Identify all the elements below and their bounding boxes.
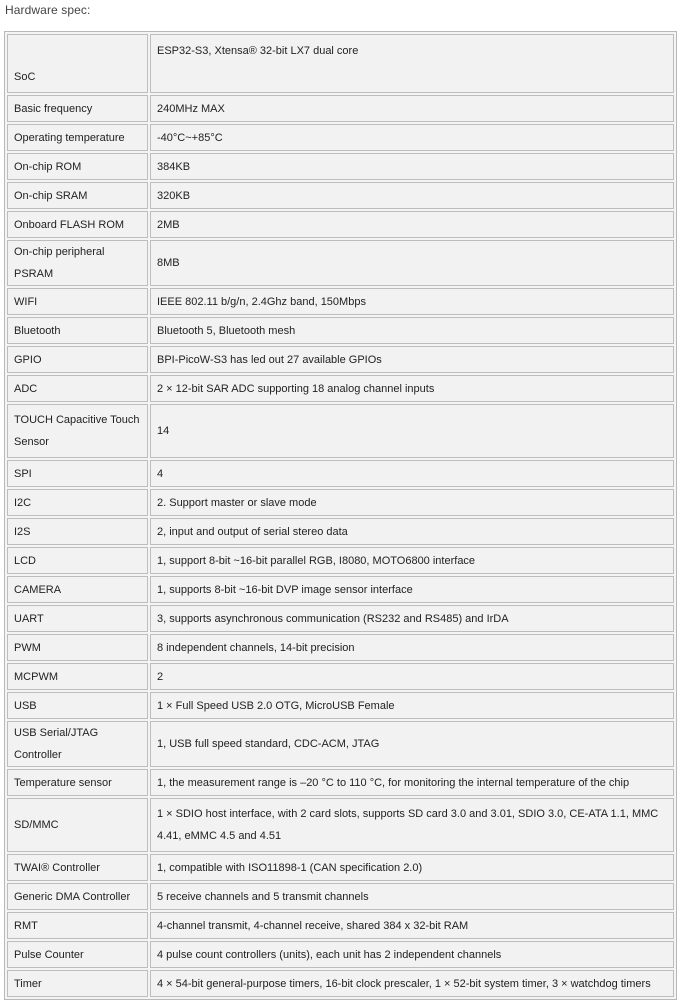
spec-value: 1 × SDIO host interface, with 2 card slots, supports SD card 3.0 and 3.01, SDIO 3.0, CE-ATA 1.1, MMC 4.41, eMMC 4.5 and 4.51 bbox=[150, 798, 674, 852]
spec-row bbox=[7, 518, 674, 545]
spec-row bbox=[7, 634, 674, 661]
spec-label: UART bbox=[7, 605, 148, 632]
spec-row bbox=[7, 211, 674, 238]
spec-row bbox=[7, 854, 674, 881]
spec-value: 384KB bbox=[150, 153, 674, 180]
spec-row bbox=[7, 941, 674, 968]
spec-row bbox=[7, 663, 674, 690]
spec-label: ADC bbox=[7, 375, 148, 402]
spec-value: 4 bbox=[150, 460, 674, 487]
spec-value: 1, compatible with ISO11898-1 (CAN specification 2.0) bbox=[150, 854, 674, 881]
spec-label: Onboard FLASH ROM bbox=[7, 211, 148, 238]
spec-label: Operating temperature bbox=[7, 124, 148, 151]
spec-label: Generic DMA Controller bbox=[7, 883, 148, 910]
spec-value: Bluetooth 5, Bluetooth mesh bbox=[150, 317, 674, 344]
spec-value: 5 receive channels and 5 transmit channels bbox=[150, 883, 674, 910]
spec-label: RMT bbox=[7, 912, 148, 939]
spec-row bbox=[7, 883, 674, 910]
spec-value: 2 × 12-bit SAR ADC supporting 18 analog channel inputs bbox=[150, 375, 674, 402]
spec-value: 2MB bbox=[150, 211, 674, 238]
spec-row bbox=[7, 240, 674, 286]
spec-row bbox=[7, 489, 674, 516]
spec-value: 4-channel transmit, 4-channel receive, shared 384 x 32-bit RAM bbox=[150, 912, 674, 939]
spec-value: 4 × 54-bit general-purpose timers, 16-bit clock prescaler, 1 × 52-bit system timer, 3 × watchdog timers bbox=[150, 970, 674, 997]
spec-label: Basic frequency bbox=[7, 95, 148, 122]
spec-label: I2S bbox=[7, 518, 148, 545]
spec-label: SD/MMC bbox=[7, 798, 148, 852]
spec-value: 2 bbox=[150, 663, 674, 690]
spec-label: Pulse Counter bbox=[7, 941, 148, 968]
spec-label: TWAI® Controller bbox=[7, 854, 148, 881]
hardware-spec-table bbox=[4, 31, 677, 1000]
spec-label: SoC bbox=[7, 34, 148, 93]
spec-row bbox=[7, 404, 674, 458]
spec-row bbox=[7, 317, 674, 344]
spec-row bbox=[7, 288, 674, 315]
spec-value: 1 × Full Speed USB 2.0 OTG, MicroUSB Female bbox=[150, 692, 674, 719]
spec-row bbox=[7, 692, 674, 719]
spec-row bbox=[7, 460, 674, 487]
spec-label: I2C bbox=[7, 489, 148, 516]
spec-value: 1, support 8-bit ~16-bit parallel RGB, I8080, MOTO6800 interface bbox=[150, 547, 674, 574]
spec-row bbox=[7, 576, 674, 603]
spec-row bbox=[7, 605, 674, 632]
spec-label: PWM bbox=[7, 634, 148, 661]
spec-label: LCD bbox=[7, 547, 148, 574]
spec-value: 1, the measurement range is –20 °C to 110 °C, for monitoring the internal temperature of the chip bbox=[150, 769, 674, 796]
spec-value: 14 bbox=[150, 404, 674, 458]
spec-value: BPI-PicoW-S3 has led out 27 available GPIOs bbox=[150, 346, 674, 373]
spec-value: 1, supports 8-bit ~16-bit DVP image sensor interface bbox=[150, 576, 674, 603]
spec-label: WIFI bbox=[7, 288, 148, 315]
spec-value: 1, USB full speed standard, CDC-ACM, JTAG bbox=[150, 721, 674, 767]
spec-row bbox=[7, 547, 674, 574]
spec-row-soc bbox=[7, 34, 674, 93]
spec-row bbox=[7, 798, 674, 852]
spec-value: 8MB bbox=[150, 240, 674, 286]
spec-value: -40°C~+85°C bbox=[150, 124, 674, 151]
spec-value: 320KB bbox=[150, 182, 674, 209]
spec-value: 2. Support master or slave mode bbox=[150, 489, 674, 516]
spec-label: USB bbox=[7, 692, 148, 719]
spec-row bbox=[7, 970, 674, 997]
spec-label: Timer bbox=[7, 970, 148, 997]
spec-row bbox=[7, 721, 674, 767]
spec-table-body bbox=[7, 34, 674, 997]
spec-value: 8 independent channels, 14-bit precision bbox=[150, 634, 674, 661]
spec-value: IEEE 802.11 b/g/n, 2.4Ghz band, 150Mbps bbox=[150, 288, 674, 315]
spec-label: CAMERA bbox=[7, 576, 148, 603]
spec-value: 240MHz MAX bbox=[150, 95, 674, 122]
spec-label: GPIO bbox=[7, 346, 148, 373]
spec-value: 3, supports asynchronous communication (RS232 and RS485) and IrDA bbox=[150, 605, 674, 632]
spec-row bbox=[7, 182, 674, 209]
spec-label: On-chip SRAM bbox=[7, 182, 148, 209]
spec-label: On-chip peripheral PSRAM bbox=[7, 240, 148, 286]
spec-row bbox=[7, 375, 674, 402]
spec-value: 4 pulse count controllers (units), each unit has 2 independent channels bbox=[150, 941, 674, 968]
spec-label: On-chip ROM bbox=[7, 153, 148, 180]
spec-value: 2, input and output of serial stereo data bbox=[150, 518, 674, 545]
spec-label: Bluetooth bbox=[7, 317, 148, 344]
spec-label: MCPWM bbox=[7, 663, 148, 690]
spec-label: TOUCH Capacitive Touch Sensor bbox=[7, 404, 148, 458]
spec-row bbox=[7, 769, 674, 796]
spec-row bbox=[7, 95, 674, 122]
spec-row bbox=[7, 346, 674, 373]
spec-value: ESP32-S3, Xtensa® 32-bit LX7 dual core bbox=[150, 34, 674, 93]
spec-row bbox=[7, 124, 674, 151]
section-heading: Hardware spec: bbox=[5, 3, 91, 17]
spec-row bbox=[7, 153, 674, 180]
spec-label: USB Serial/JTAG Controller bbox=[7, 721, 148, 767]
spec-label: Temperature sensor bbox=[7, 769, 148, 796]
spec-row bbox=[7, 912, 674, 939]
spec-label: SPI bbox=[7, 460, 148, 487]
